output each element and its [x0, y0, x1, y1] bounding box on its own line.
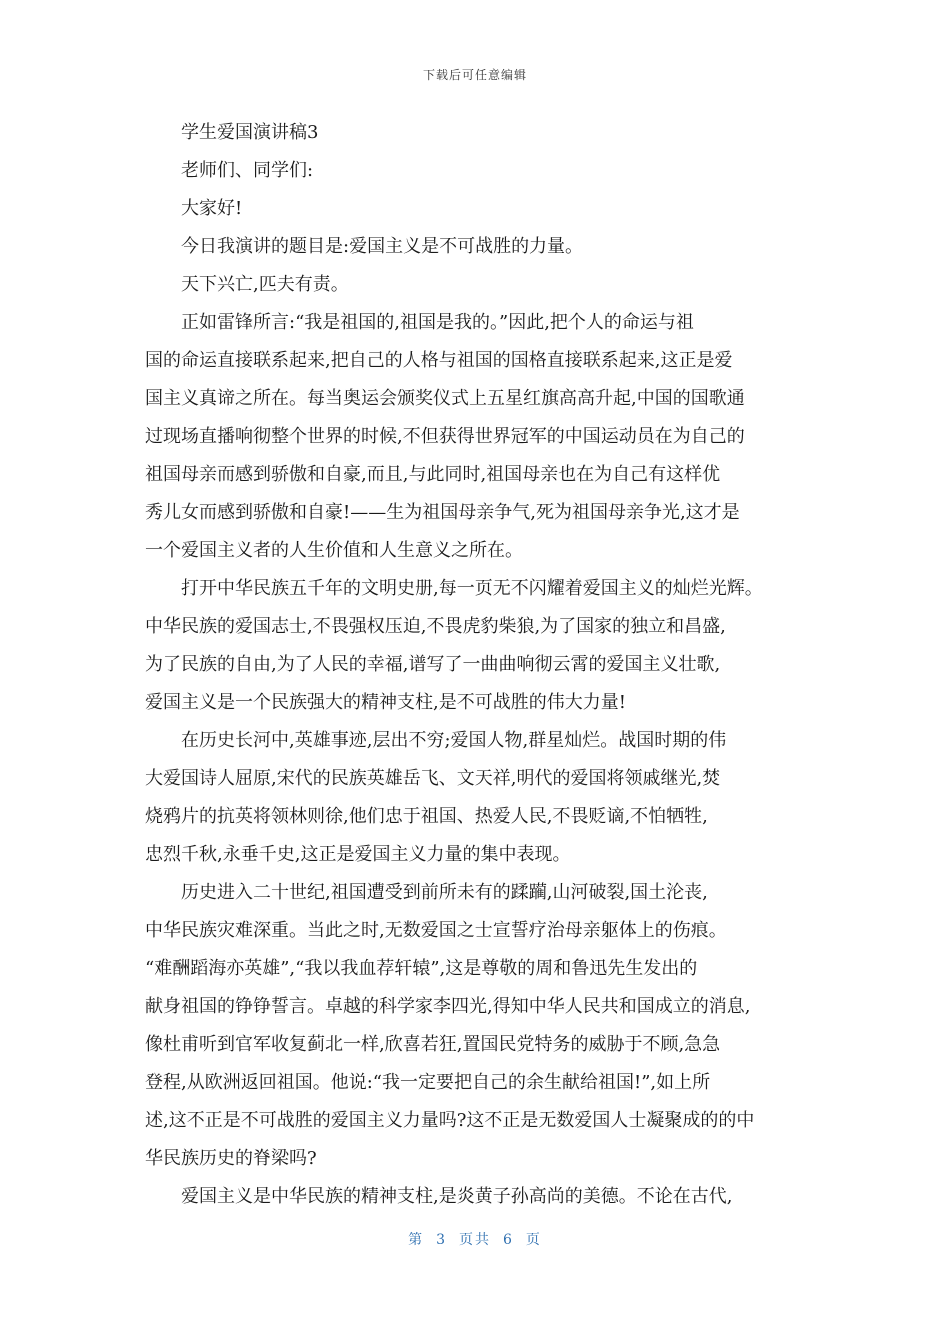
- text-line: 历史进入二十世纪,祖国遭受到前所未有的蹂躏,山河破裂,国土沦丧,: [181, 882, 708, 903]
- text-line: 中华民族的爱国志士,不畏强权压迫,不畏虎豹柴狼,为了国家的独立和昌盛,: [145, 616, 726, 637]
- text-line: 述,这不正是不可战胜的爱国主义力量吗?这不正是无数爱国人士凝聚成的的中: [145, 1110, 755, 1131]
- footer-current-page: 3: [436, 1232, 447, 1248]
- text-line: 爱国主义是中华民族的精神支柱,是炎黄子孙高尚的美德。不论在古代,: [181, 1186, 733, 1207]
- text-line: 打开中华民族五千年的文明史册,每一页无不闪耀着爱国主义的灿烂光辉。: [181, 578, 763, 599]
- text-line: 国主义真谛之所在。每当奥运会颁奖仪式上五星红旗高高升起,中国的国歌通: [145, 388, 745, 409]
- text-line: 像杜甫听到官军收复蓟北一样,欣喜若狂,置国民党特务的威胁于不顾,急急: [145, 1034, 721, 1055]
- text-line: 学生爱国演讲稿3: [181, 122, 319, 143]
- text-line: 在历史长河中,英雄事迹,层出不穷;爱国人物,群星灿烂。战国时期的伟: [181, 730, 727, 751]
- text-line: 正如雷锋所言:“我是祖国的,祖国是我的。”因此,把个人的命运与祖: [181, 312, 694, 333]
- text-line: “难酬蹈海亦英雄”,“我以我血荐轩辕”,这是尊敬的周和鲁迅先生发出的: [145, 958, 698, 979]
- text-line: 一个爱国主义者的人生价值和人生意义之所在。: [145, 540, 523, 561]
- header-note: 下载后可任意编辑: [422, 68, 527, 82]
- text-line: 今日我演讲的题目是:爱国主义是不可战胜的力量。: [181, 236, 584, 257]
- text-line: 国的命运直接联系起来,把自己的人格与祖国的国格直接联系起来,这正是爱: [145, 350, 733, 371]
- text-line: 老师们、同学们:: [181, 160, 314, 181]
- text-line: 天下兴亡,匹夫有责。: [181, 274, 349, 295]
- text-line: 登程,从欧洲返回祖国。他说:“我一定要把自己的余生献给祖国!”,如上所: [145, 1072, 711, 1093]
- text-line: 大爱国诗人屈原,宋代的民族英雄岳飞、文天祥,明代的爱国将领戚继光,焚: [145, 768, 721, 789]
- text-line: 秀儿女而感到骄傲和自豪!——生为祖国母亲争气,死为祖国母亲争光,这才是: [145, 502, 740, 523]
- text-line: 爱国主义是一个民族强大的精神支柱,是不可战胜的伟大力量!: [145, 692, 626, 713]
- footer-suffix: 页: [525, 1232, 542, 1248]
- page-footer: [0, 1229, 950, 1249]
- footer-total-pages: 6: [503, 1232, 514, 1248]
- text-line: 为了民族的自由,为了人民的幸福,谱写了一曲曲响彻云霄的爱国主义壮歌,: [145, 654, 721, 675]
- text-line: 祖国母亲而感到骄傲和自豪,而且,与此同时,祖国母亲也在为自己有这样优: [145, 464, 721, 485]
- text-line: 烧鸦片的抗英将领林则徐,他们忠于祖国、热爱人民,不畏贬谪,不怕牺牲,: [145, 806, 708, 827]
- text-line: 中华民族灾难深重。当此之时,无数爱国之士宣誓疗治母亲躯体上的伤痕。: [145, 920, 727, 941]
- footer-middle: 页共: [459, 1232, 491, 1248]
- text-line: 大家好!: [181, 198, 243, 219]
- text-line: 过现场直播响彻整个世界的时候,不但获得世界冠军的中国运动员在为自己的: [145, 426, 745, 447]
- text-line: 忠烈千秋,永垂千史,这正是爱国主义力量的集中表现。: [145, 844, 571, 865]
- text-line: 献身祖国的铮铮誓言。卓越的科学家李四光,得知中华人民共和国成立的消息,: [145, 996, 751, 1017]
- footer-prefix: 第: [408, 1232, 425, 1248]
- text-line: 华民族历史的脊梁吗?: [145, 1148, 317, 1169]
- document-body: [145, 114, 807, 1216]
